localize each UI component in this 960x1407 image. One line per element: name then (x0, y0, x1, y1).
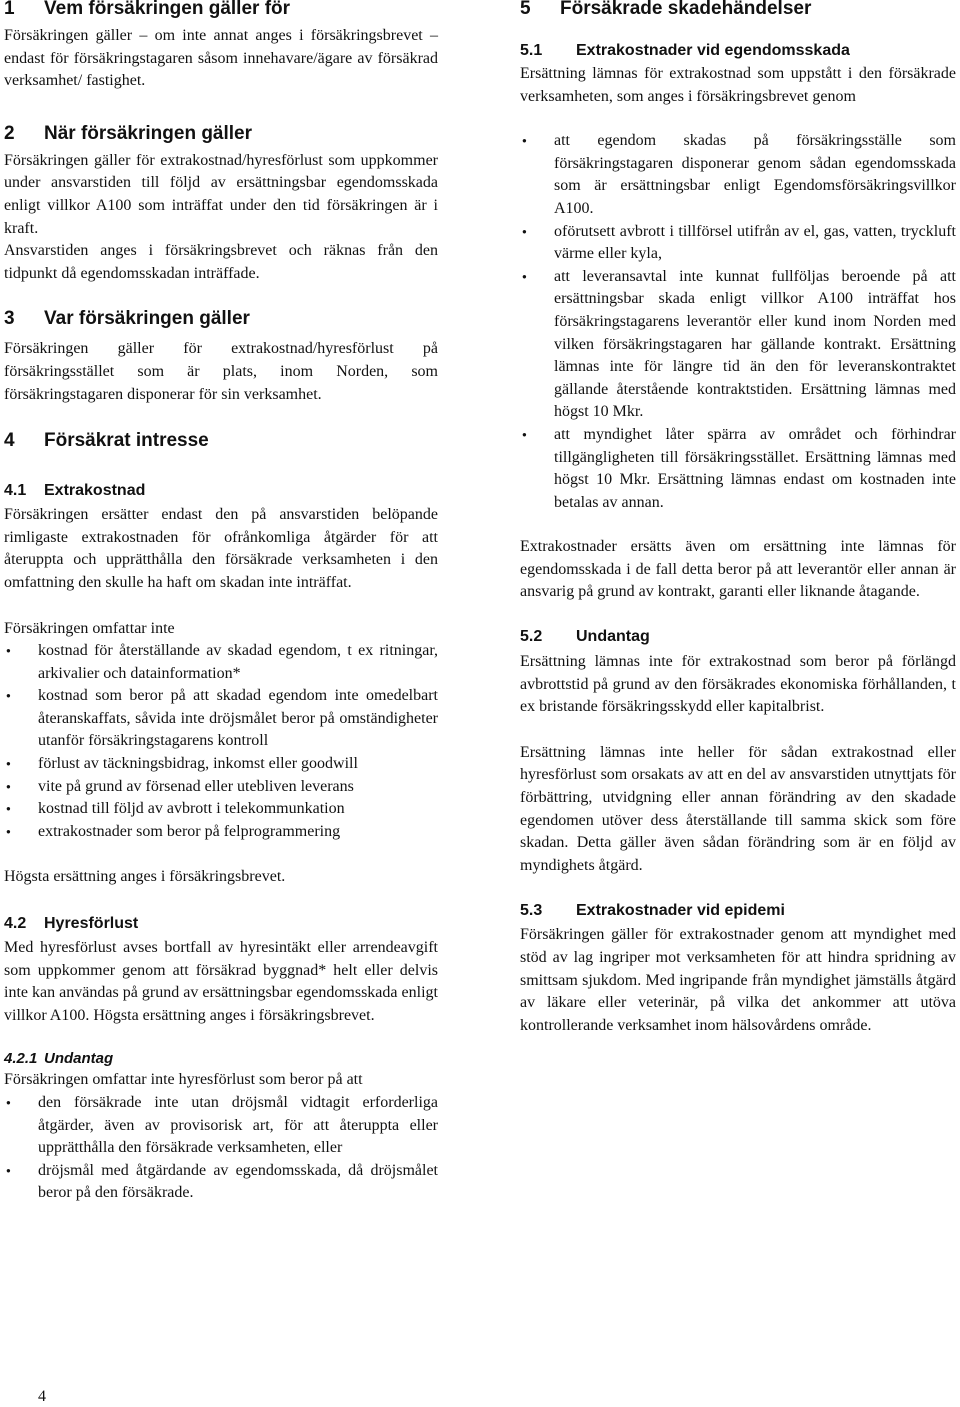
section-2-text-2: Ansvarstiden anges i försäkringsbrevet och räknas från den tidpunkt då egendomsskadan inträffade. (4, 242, 438, 282)
section-heading-4-1: 4.1 Extrakostnad (4, 482, 146, 500)
section-4-1-outro: Högsta ersättning anges i försäkringsbrevet. (4, 868, 286, 886)
section-heading-5: 5 Försäkrade skadehändelser (520, 0, 812, 19)
section-heading-4: 4 Försäkrat intresse (4, 430, 209, 452)
list-item: ● förlust av täckningsbidrag, inkomst eller goodwill (4, 753, 438, 776)
list-item: ● oförutsett avbrott i tillförsel utifrån av el, gas, vatten, tryckluft värme eller kyla, (520, 221, 956, 266)
list-item: ● kostnad till följd av avbrott i telekommunkation (4, 798, 438, 821)
section-5-1-outro: Extrakostnader ersätts även om ersättning inte lämnas för egendomsskada i de fall detta beror på att leverantör eller annan är ansvarig på grund av kontrakt, garanti eller liknande åtagande. (520, 538, 956, 601)
section-4-2-text: Med hyresförlust avses bortfall av hyresintäkt eller arrendeavgift som uppkommer genom att försäkrad byggnad* helt eller delvis inte kan användas på grund av ersättningsbar egendomsskada enligt villkor A100. Högsta ersättning anges i försäkringsbrevet. (4, 939, 438, 1024)
list-item: ● att myndighet låter spärra av området och förhindrar tillgängligheten till försäkringsstället. Ersättning lämnas med högst 10 Mkr. Ersättning lämnas endast om kostnaden inte betalas av annan. (520, 424, 956, 514)
section-4-1-intro: Försäkringen omfattar inte (4, 619, 175, 637)
list-item: ● extrakostnader som beror på felprogrammering (4, 821, 438, 844)
section-heading-5-2: 5.2 Undantag (520, 628, 650, 646)
exceptions-list (4, 1092, 438, 1205)
section-heading-3: 3 Var försäkringen gäller (4, 308, 250, 330)
section-heading-5-1: 5.1 Extrakostnader vid egendomsskada (520, 42, 850, 59)
exclusions-list (4, 640, 438, 843)
section-heading-4-2-1: 4.2.1 Undantag (4, 1050, 114, 1068)
covered-events-list (520, 130, 956, 514)
list-item: ● vite på grund av försenad eller utebliven leverans (4, 776, 438, 799)
section-heading-4-2: 4.2 Hyresförlust (4, 915, 139, 933)
section-4-2-1-intro: Försäkringen omfattar inte hyresförlust som beror på att (4, 1071, 363, 1089)
list-item: ● att leveransavtal inte kunnat fullföljas beroende på att ersättningsbar skada enligt villkor A100 inträffat hos försäkringstagarens leverantör eller kund inom Norden med vilken försäkringstagaren har gällande kontrakt. Ersättning lämnas inte för längre tid än den för leveranskontraktet gällande återstående kontraktstiden. Ersättning lämnas med högst 10 Mkr. (520, 266, 956, 424)
page-number: 4 (38, 1388, 46, 1405)
list-item: ● kostnad som beror på att skadad egendom inte omedelbart återanskaffats, såvida inte dröjsmålet beror på omständigheter utanför försäkringstagarens kontroll (4, 685, 438, 753)
list-item: ● dröjsmål med åtgärdande av egendomsskada, då dröjsmålet beror på den försäkrade. (4, 1160, 438, 1205)
list-item: ● den försäkrade inte utan dröjsmål vidtagit erforderliga åtgärder, även av provisorisk art, för att återuppta eller upprätthålla den försäkrade verksamheten, eller (4, 1092, 438, 1160)
section-3-text: Försäkringen gäller för extrakostnad/hyresförlust på försäkringsstället som är plats, inom Norden, som försäkringstagaren disponerar för sin verksamhet. (4, 340, 438, 403)
list-item: ● att egendom skadas på försäkringsställe som försäkringstagaren disponerar genom sådan egendomsskada som är ersättningsbar enligt Egendomsförsäkringsvillkor A100. (520, 130, 956, 220)
list-item: ● kostnad för återställande av skadad egendom, t ex ritningar, arkivalier och datainformation* (4, 640, 438, 685)
section-4-1-text: Försäkringen ersätter endast den på ansvarstiden belöpande rimligaste extrakostnaden för ofrånkomliga åtgärder för att återuppta och upprätthålla den försäkrade verksamheten i den omfattning den skulle ha haft om skadan inte inträffat. (4, 506, 438, 591)
section-5-2-text: Ersättning lämnas inte för extrakostnad som beror på förlängd avbrottstid på grund av den försäkrades ekonomiska förhållanden, t ex bristande försäkringsskydd eller kapitalbrist. (520, 653, 956, 716)
section-5-2-text-2: Ersättning lämnas inte heller för sådan extrakostnad eller hyresförlust som orsakats av att en del av ansvarstiden utnyttjats för förbättring, utvidgning eller annan förändring av den skadade egendomen utöver dess återställande till samma skick som före skadan. Detta gäller även sådan förändring som är en följd av myndighets åtgärd. (520, 743, 956, 874)
section-5-1-intro: Ersättning lämnas för extrakostnad som uppstått i den försäkrade verksamheten, som anges i försäkringsbrevet genom (520, 65, 956, 105)
section-heading-5-3: 5.3 Extrakostnader vid epidemi (520, 902, 785, 920)
section-heading-2: 2 När försäkringen gäller (4, 122, 253, 144)
section-1-text: Försäkringen gäller – om inte annat anges i försäkringsbrevet – endast för försäkringstagaren såsom innehavare/ägare av försäkrad verksamhet/ fastighet. (4, 27, 438, 90)
left-column (4, 0, 438, 1205)
section-2-text: Försäkringen gäller för extrakostnad/hyresförlust som uppkommer under ansvarstiden till följd av ersättningsbar egendomsskada enligt villkor A100 som inträffat under den tid försäkringen är i kraft. (4, 151, 438, 237)
section-5-3-text: Försäkringen gäller för extrakostnader genom att myndighet med stöd av lag ingriper mot verksamheten för att hindra spridning av smittsam sjukdom. Med ingripande från myndighet jämställs åtgärd av läkare eller veterinär, på vilka det ankommer att utöva kontrollerande verksamhet inom hälsovårdens område. (520, 926, 956, 1034)
section-heading-1: 1 Vem försäkringen gäller för (4, 0, 291, 19)
right-column (520, 0, 956, 1037)
